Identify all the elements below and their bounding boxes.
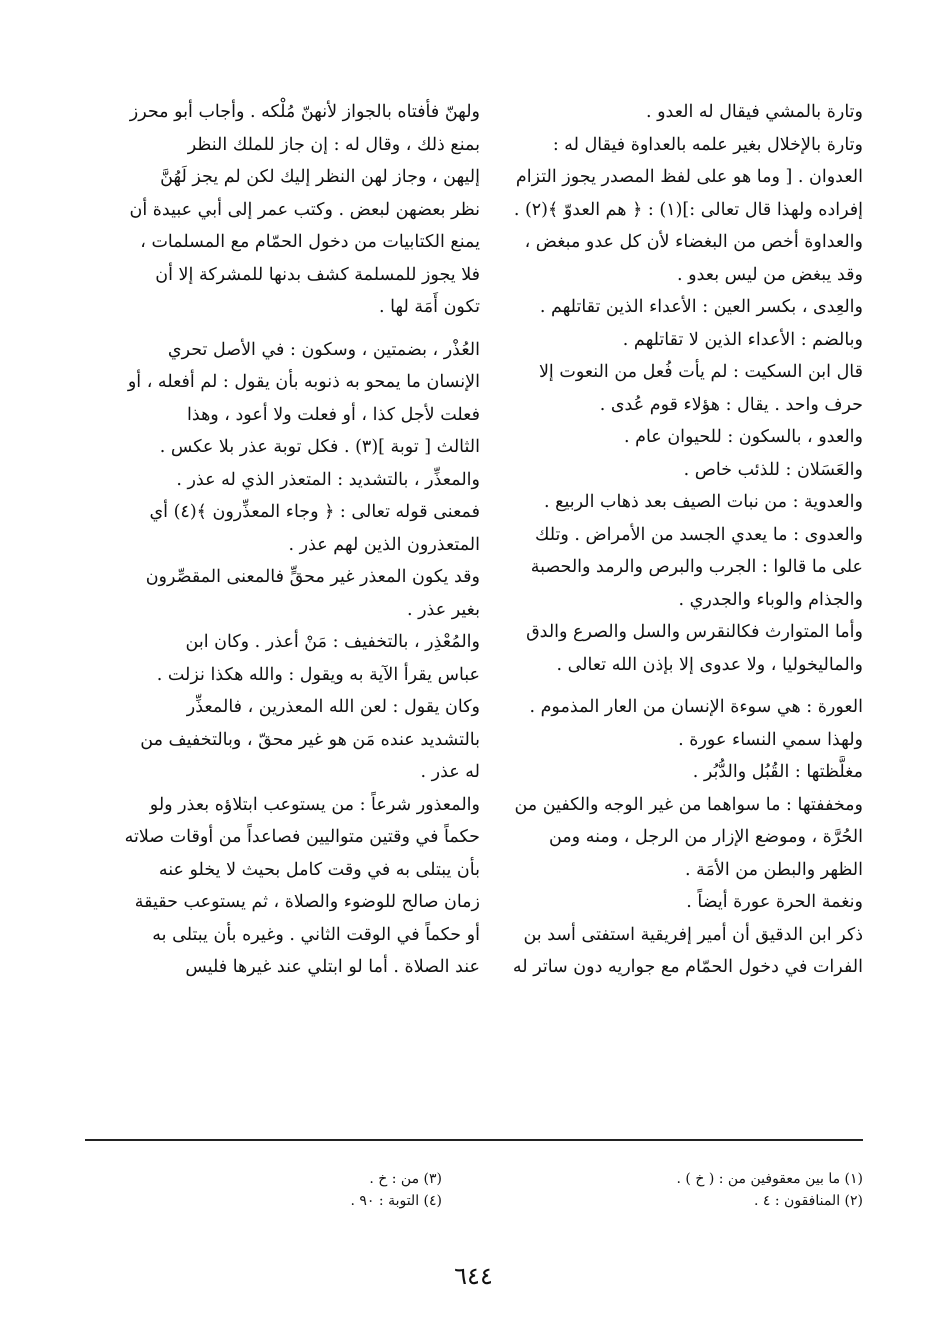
text-line: إفراده ولهذا قال تعالى :](١) : ﴿ هم العدوّ ﴾(٢) . <box>513 199 863 220</box>
text-line: عند الصلاة . أما لو ابتلي عند غيرها فليس <box>185 957 480 977</box>
text-line: ولهنّ فأفتاه بالجواز لأنهنّ مُلْكه . وأجاب أبو محرز <box>129 102 480 122</box>
text-line: والعَسَلان : للذئب خاص . <box>683 459 863 480</box>
text-line: وتارة بالمشي فيقال له العدو . <box>645 102 863 122</box>
text-line: والجذام والوباء والجدري . <box>678 589 863 610</box>
text-line: زمان صالح للوضوء والصلاة ، ثم يستوعب حقيقة <box>134 892 480 912</box>
text-line: والمعذِّر ، بالتشديد : المتعذر الذي له عذر . <box>176 469 480 490</box>
text-line: إليهن ، وجاز لهن النظر إليك لكن لم يجز لَهُنَّ <box>160 167 480 187</box>
text-line: والعدوية : من نبات الصيف بعد ذهاب الربيع . <box>544 492 863 512</box>
text-line: الحُرَّة ، وموضع الإزار من الرجل ، ومنه ومن <box>548 827 863 847</box>
text-line: بالتشديد عنده مَن هو غير محقّ ، وبالتخفيف من <box>140 729 480 750</box>
text-line: وقد يبغض من ليس بعدو . <box>677 264 863 285</box>
text-line: والعدو ، بالسكون : للحيوان عام . <box>624 427 863 447</box>
text-line: فمعنى قوله تعالى : ﴿ وجاء المعذِّرون ﴾(٤) أي <box>149 502 480 522</box>
text-line: نظر بعضهن لبعض . وكتب عمر إلى أبي عبيدة أن <box>129 199 480 220</box>
text-line: بأن يبتلى به في وقت كامل بحيث لا يخلو عنه <box>158 859 480 880</box>
text-line: حكماً في وقتين متواليين فصاعداً من أوقات صلاته <box>124 827 480 847</box>
text-line: ونغمة الحرة عورة أيضاً . <box>686 892 863 912</box>
page-number: ٦٤٤ <box>454 1262 493 1290</box>
footnotes-left <box>82 1168 442 1212</box>
text-line: يمنع الكتابيات من دخول الحمّام مع المسلمات ، <box>140 232 480 252</box>
text-line: وبالضم : الأعداء الذين لا تقاتلهم . <box>622 329 863 350</box>
footnote: (٤) التوبة : ٩٠ . <box>350 1193 442 1209</box>
text-line: والماليخوليا ، ولا عدوى إلا بإذن الله تعالى . <box>556 654 863 675</box>
text-line: والعِدى ، بكسر العين : الأعداء الذين تقاتلهم . <box>539 297 863 317</box>
left-text-column <box>82 96 480 984</box>
footnote: (٣) من : خ . <box>369 1171 442 1187</box>
footnote-divider <box>85 1139 863 1141</box>
text-line: وقد يكون المعذر غير محقٍّ فالمعنى المقصِّرون <box>145 567 480 587</box>
text-line: وأما المتوارث فكالنقرس والسل والصرع والدق <box>526 622 863 642</box>
text-line: العدوان . [ وما هو على لفظ المصدر يجوز التزام <box>515 167 863 187</box>
text-line: فعلت لأجل كذا ، أو فعلت ولا أعود ، وهذا <box>187 404 480 425</box>
text-line: بغير عذر . <box>406 599 480 620</box>
text-line: ولهذا سمي النساء عورة . <box>678 729 863 750</box>
text-line: والعدوى : ما يعدي الجسد من الأمراض . وتلك <box>534 524 863 545</box>
text-line: حرف واحد . يقال : هؤلاء قوم عُدى . <box>599 394 863 415</box>
text-line: العُذْر ، بضمتين ، وسكون : في الأصل تحري <box>167 339 480 360</box>
text-line: بمنع ذلك ، وقال له : إن جاز للملك النظر <box>187 134 480 155</box>
text-line: والمُعْذِر ، بالتخفيف : مَنْ أعذر . وكان ابن <box>185 632 480 652</box>
text-line: تكون أَمَة لها . <box>378 297 480 317</box>
text-line: عباس يقرأ الآية به ويقول : والله هكذا نزلت . <box>156 664 480 685</box>
right-text-column <box>465 96 863 984</box>
text-line: على ما قالوا : الجرب والبرص والرمد والحصبة <box>530 557 863 577</box>
text-line: وكان يقول : لعن الله المعذرين ، فالمعذِّر <box>186 697 480 717</box>
footnotes-right <box>465 1168 863 1212</box>
text-line: له عذر . <box>420 762 480 782</box>
text-line: ومخففتها : ما سواهما من غير الوجه والكفين من <box>514 794 863 815</box>
text-line: فلا يجوز للمسلمة كشف بدنها للمشركة إلا أن <box>155 264 480 285</box>
text-line: الثالث [ توبة ](٣) . فكل توبة عذر بلا عكس . <box>159 437 480 457</box>
footnote: (٢) المنافقون : ٤ . <box>754 1193 863 1209</box>
text-line: أو حكماً في الوقت الثاني . وغيره بأن يبتلى به <box>152 924 480 945</box>
text-line: ذكر ابن الدقيق أن أمير إفريقية استفتى أسد بن <box>523 924 863 945</box>
text-line: الإنسان ما يمحو به ذنوبه بأن يقول : لم أفعله ، أو <box>127 372 480 392</box>
text-line: العورة : هي سوءة الإنسان من العار المذموم . <box>529 697 863 717</box>
text-line: الظهر والبطن من الأمَة . <box>685 859 863 880</box>
text-line: الفرات في دخول الحمّام مع جواريه دون ساتر له <box>512 957 863 977</box>
text-line: مغلَّظتها : القُبُل والدُّبُر . <box>692 762 863 782</box>
text-line: والمعذور شرعاً : من يستوعب ابتلاؤه بعذر ولو <box>149 794 480 815</box>
text-line: قال ابن السكيت : لم يأت فُعل من النعوت إلا <box>538 362 863 382</box>
text-line: والعداوة أخص من البغضاء لأن كل عدو مبغض ، <box>524 232 863 252</box>
text-line: المتعذرون الذين لهم عذر . <box>288 534 480 555</box>
text-line: وتارة بالإخلال بغير علمه بالعداوة فيقال له : <box>552 134 863 155</box>
footnote: (١) ما بين معقوفين من : ( خ ) . <box>676 1171 863 1187</box>
